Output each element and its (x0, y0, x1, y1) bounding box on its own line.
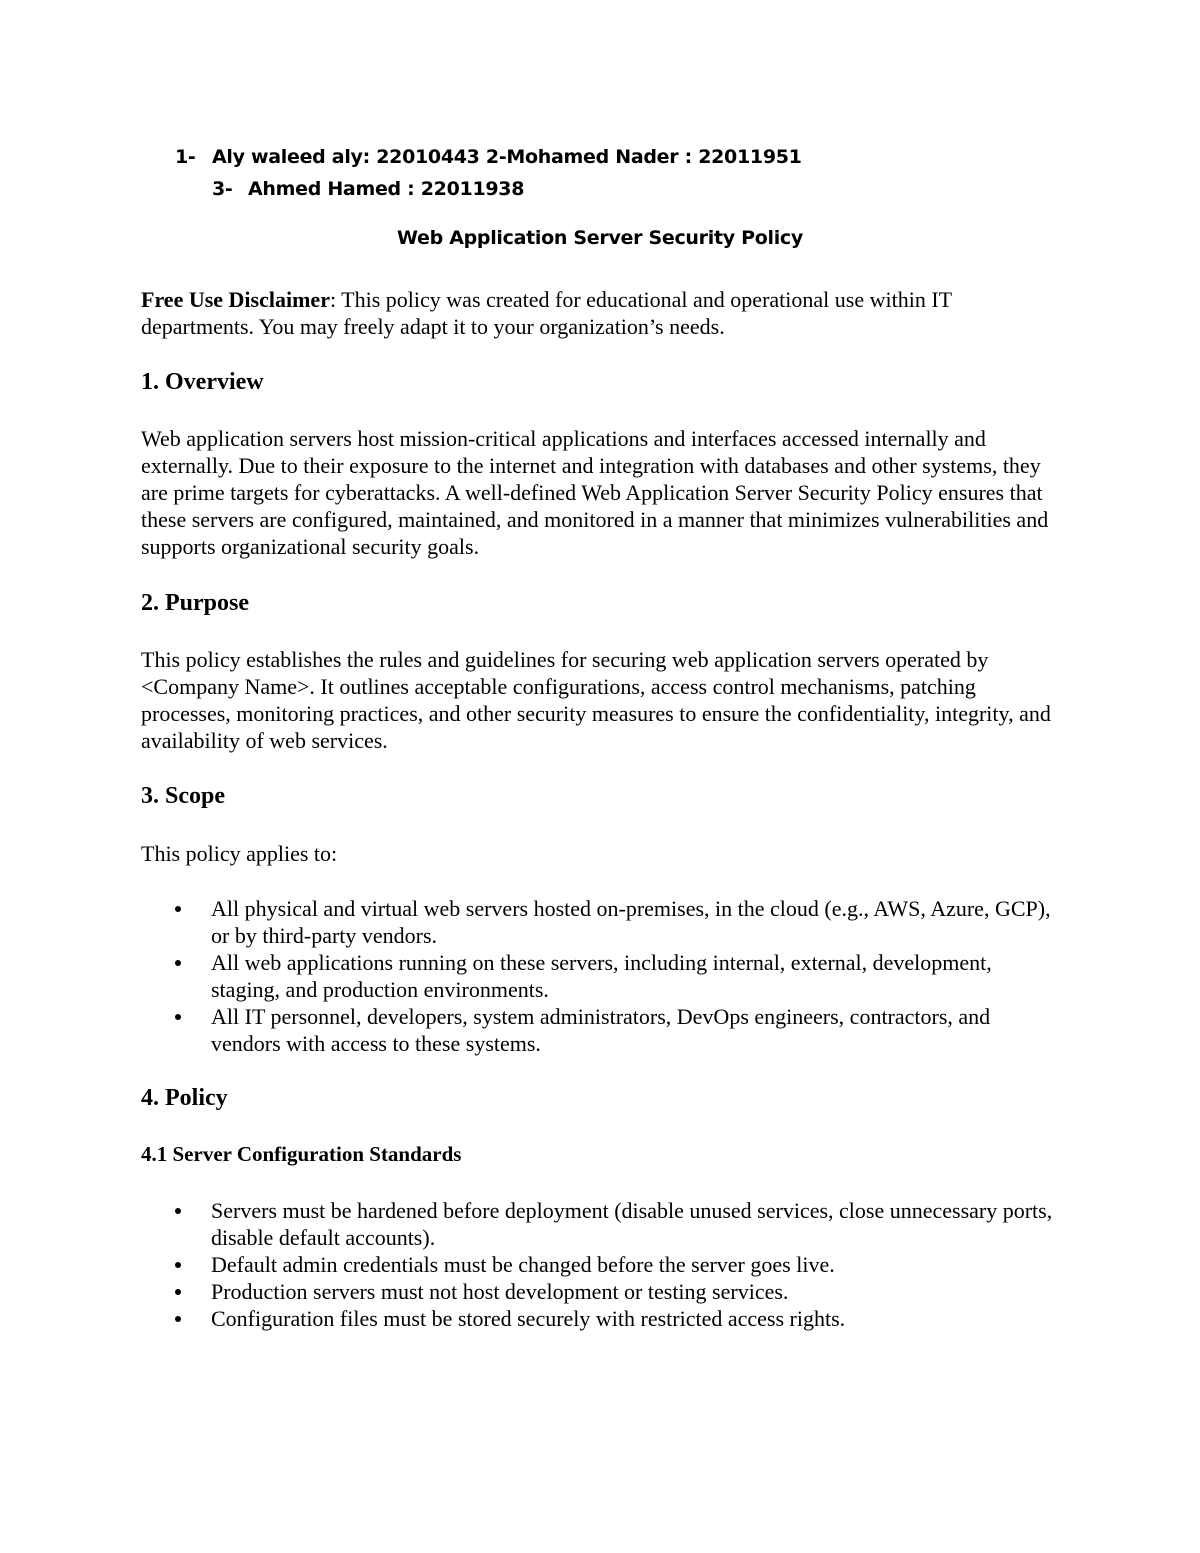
author-line-1 (175, 146, 802, 168)
bullet-icon (175, 1208, 181, 1214)
scope-intro: This policy applies to: (141, 841, 338, 866)
disclaimer-label: Free Use Disclaimer (141, 287, 330, 312)
bullet-icon (175, 1014, 181, 1020)
author-names: Ahmed Hamed : 22011938 (248, 178, 525, 200)
list-item: Servers must be hardened before deployment (disable unused services, close unnecessary ports, disable default accounts). (141, 1197, 1061, 1251)
section-heading-purpose: 2. Purpose (141, 590, 249, 616)
bullet-icon (175, 960, 181, 966)
bullet-icon (175, 1316, 181, 1322)
bullet-icon (175, 906, 181, 912)
document-title: Web Application Server Security Policy (397, 227, 803, 249)
scope-list (141, 895, 1061, 1057)
list-item: All physical and virtual web servers hosted on-premises, in the cloud (e.g., AWS, Azure, GCP), or by third-party vendors. (141, 895, 1061, 949)
section-heading-scope: 3. Scope (141, 783, 225, 809)
author-list-number: 3- (212, 178, 233, 200)
list-item: Default admin credentials must be changed before the server goes live. (141, 1251, 1061, 1278)
disclaimer-text: : This policy was created for educational and operational use within IT departments. You may freely adapt it to your organization’s needs. (141, 287, 952, 339)
author-list-number: 1- (175, 146, 196, 168)
list-item: Production servers must not host development or testing services. (141, 1278, 1061, 1305)
author-names: Aly waleed aly: 22010443 2-Mohamed Nader : 22011951 (212, 146, 802, 168)
section-heading-overview: 1. Overview (141, 369, 264, 395)
section-heading-policy: 4. Policy (141, 1085, 228, 1111)
bullet-icon (175, 1262, 181, 1268)
disclaimer-paragraph (141, 286, 1061, 340)
list-item: All IT personnel, developers, system administrators, DevOps engineers, contractors, and vendors with access to these systems. (141, 1003, 1061, 1057)
bullet-icon (175, 1289, 181, 1295)
list-item: Configuration files must be stored securely with restricted access rights. (141, 1305, 1061, 1332)
policy-list (141, 1197, 1061, 1332)
subsection-heading-server-config: 4.1 Server Configuration Standards (141, 1142, 462, 1166)
purpose-paragraph: This policy establishes the rules and guidelines for securing web application servers operated by <Company Name>. It outlines acceptable configurations, access control mechanisms, patching processes, monitoring practices, and other security measures to ensure the confidentiality, integrity, and availability of web services. (141, 647, 1051, 753)
list-item: All web applications running on these servers, including internal, external, development, staging, and production environments. (141, 949, 1061, 1003)
overview-paragraph: Web application servers host mission-critical applications and interfaces accessed internally and externally. Due to their exposure to the internet and integration with databases and other systems, they are prime targets for cyberattacks. A well-defined Web Application Server Security Policy ensures that these servers are configured, maintained, and monitored in a manner that minimizes vulnerabilities and supports organizational security goals. (141, 426, 1049, 559)
author-line-2 (212, 178, 524, 200)
